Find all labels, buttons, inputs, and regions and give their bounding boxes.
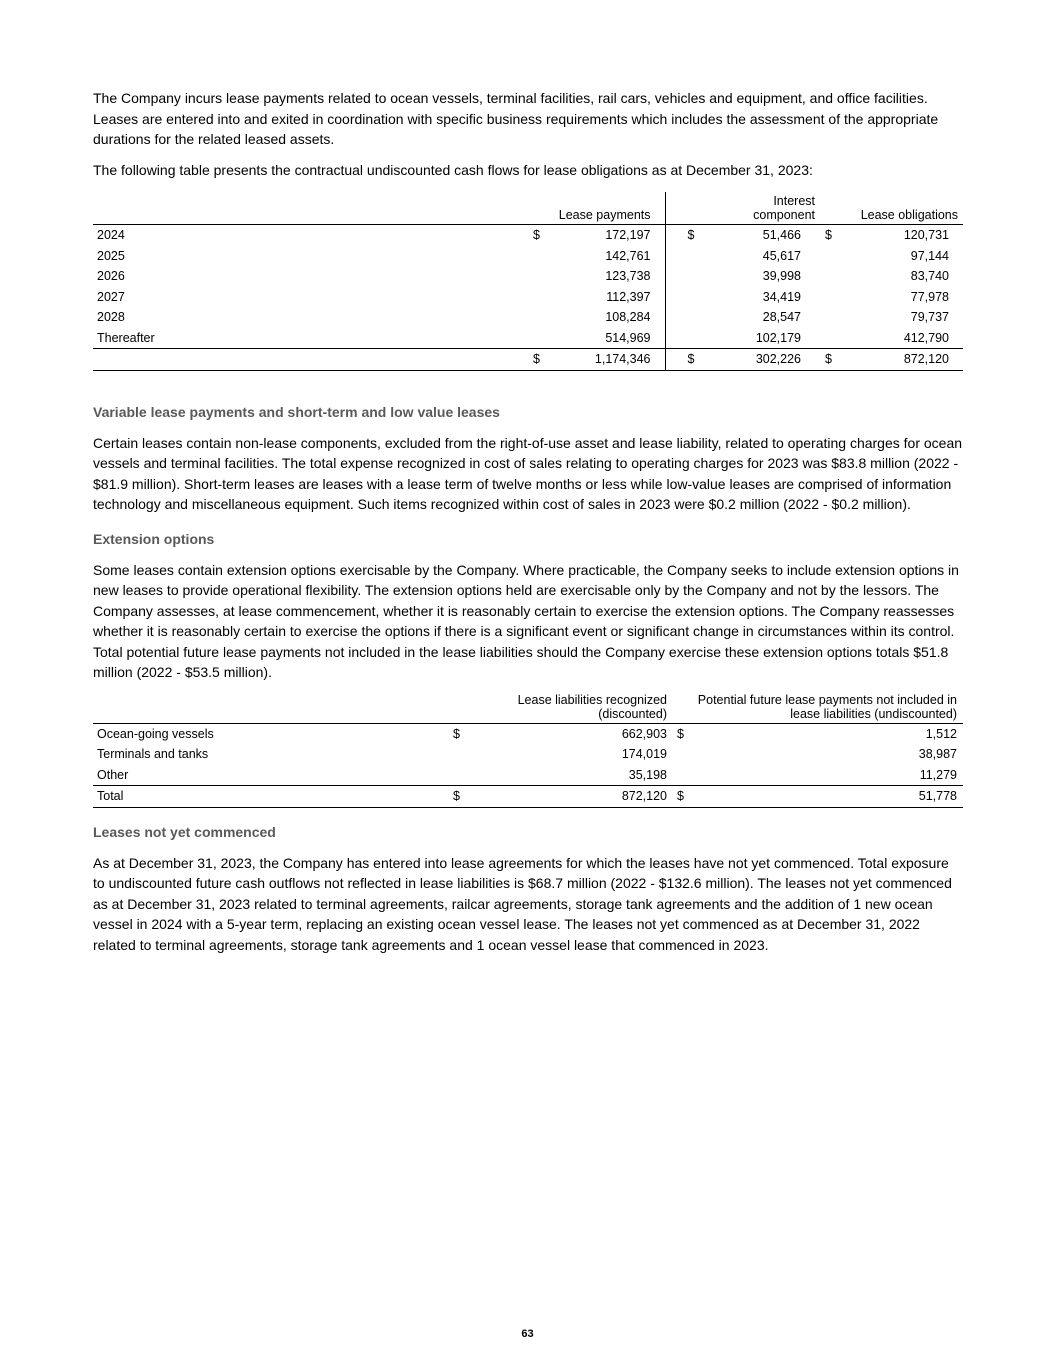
table-row: Terminals and tanks 174,019 38,987 [97, 747, 957, 761]
table-intro-paragraph: The following table presents the contractual undiscounted cash flows for lease obligations as at December 31, 2023: [93, 161, 813, 178]
header-potential-payments: Potential future lease payments not included in lease liabilities (undiscounted) [697, 692, 957, 721]
table-header-row [93, 691, 963, 724]
not-commenced-paragraph: As at December 31, 2023, the Company has entered into lease agreements for which the leases have not yet commenced. Total exposure to undiscounted future cash outflows not reflected in lease liabilities is $68.7 million (2022 - $132.6 million). The leases not yet commenced as at December 31, 2023 related to terminal agreements, railcar agreements, storage tank agreements and the addition of 1 new ocean vessel in 2024 with a 5-year term, replacing an existing ocean vessel lease. The leases not yet commenced as at December 31, 2022 related to terminal agreements, storage tank agreements and 1 ocean vessel lease that commenced in 2023. [93, 854, 952, 953]
header-lease-liabilities-recognized: Lease liabilities recognized (discounted) [517, 692, 667, 721]
header-lease-payments: Lease payments [533, 192, 665, 225]
lease-obligations-table [93, 192, 963, 371]
variable-leases-paragraph: Certain leases contain non-lease components, excluded from the right-of-use asset and lease liability, related to operating charges for ocean vessels and terminal facilities. The total expense recognized in cost of sales relating to operating charges for 2023 was $83.8 million (2022 - $81.9 million). Short-term leases are leases with a lease term of twelve months or less while low-value leases are comprised of information technology and miscellaneous equipment. Such items recognized within cost of sales in 2023 were $0.2 million (2022 - $0.2 million). [93, 434, 963, 512]
section-heading-variable: Variable lease payments and short-term and low value leases [93, 403, 500, 420]
extension-options-table [93, 691, 963, 808]
extension-options-paragraph: Some leases contain extension options exercisable by the Company. Where practicable, the Company seeks to include extension options in new leases to provide operational flexibility. The extension options held are exercisable only by the Company and not by the lessors. The Company assesses, at lease commencement, whether it is reasonably certain to exercise the extension options. The Company reassesses whether it is reasonably certain to exercise the options if there is a significant event or significant change in circumstances within its control. Total potential future lease payments not included in the lease liabilities should the Company exercise these extension options totals $51.8 million (2022 - $53.5 million). [93, 561, 959, 680]
table-row: 2024 $ 172,197 $ 51,466 $ 120,731 [93, 225, 963, 246]
currency-symbol: $ [533, 349, 553, 371]
currency-symbol: $ [815, 349, 850, 371]
page-content [93, 88, 963, 955]
currency-symbol: $ [453, 723, 483, 744]
page-number: 63 [521, 1328, 534, 1340]
table-row: Thereafter 514,969 102,179 412,790 [93, 328, 963, 349]
table-total-row: Total $ 872,120 $ 51,778 [93, 786, 963, 808]
currency-symbol: $ [673, 723, 703, 744]
table-row: 2027 112,397 34,419 77,978 [93, 287, 963, 308]
table-total-row: $ 1,174,346 $ 302,226 $ 872,120 [93, 349, 963, 371]
currency-symbol: $ [665, 225, 715, 246]
intro-paragraph: The Company incurs lease payments related to ocean vessels, terminal facilities, rail cars, vehicles and equipment, and office facilities. Leases are entered into and exited in coordination with specific business requirements which includes the assessment of the appropriate durations for the related leased assets. [93, 90, 939, 147]
currency-symbol: $ [533, 225, 553, 246]
table-row: Other 35,198 11,279 [97, 767, 957, 782]
section-heading-not-commenced: Leases not yet commenced [93, 823, 276, 840]
header-interest-component: Interest component [753, 194, 815, 222]
table-row: 2025 142,761 45,617 97,144 [93, 246, 963, 267]
table-header-row [93, 192, 963, 225]
table-row: 2028 108,284 28,547 79,737 [93, 307, 963, 328]
currency-symbol: $ [453, 786, 483, 808]
table-row: 2026 123,738 39,998 83,740 [93, 266, 963, 287]
currency-symbol: $ [673, 786, 703, 808]
header-lease-obligations: Lease obligations [860, 208, 958, 222]
currency-symbol: $ [665, 349, 715, 371]
currency-symbol: $ [815, 225, 850, 246]
table-row: Ocean-going vessels $ 662,903 $ 1,512 [93, 723, 963, 744]
section-heading-extension: Extension options [93, 530, 215, 547]
